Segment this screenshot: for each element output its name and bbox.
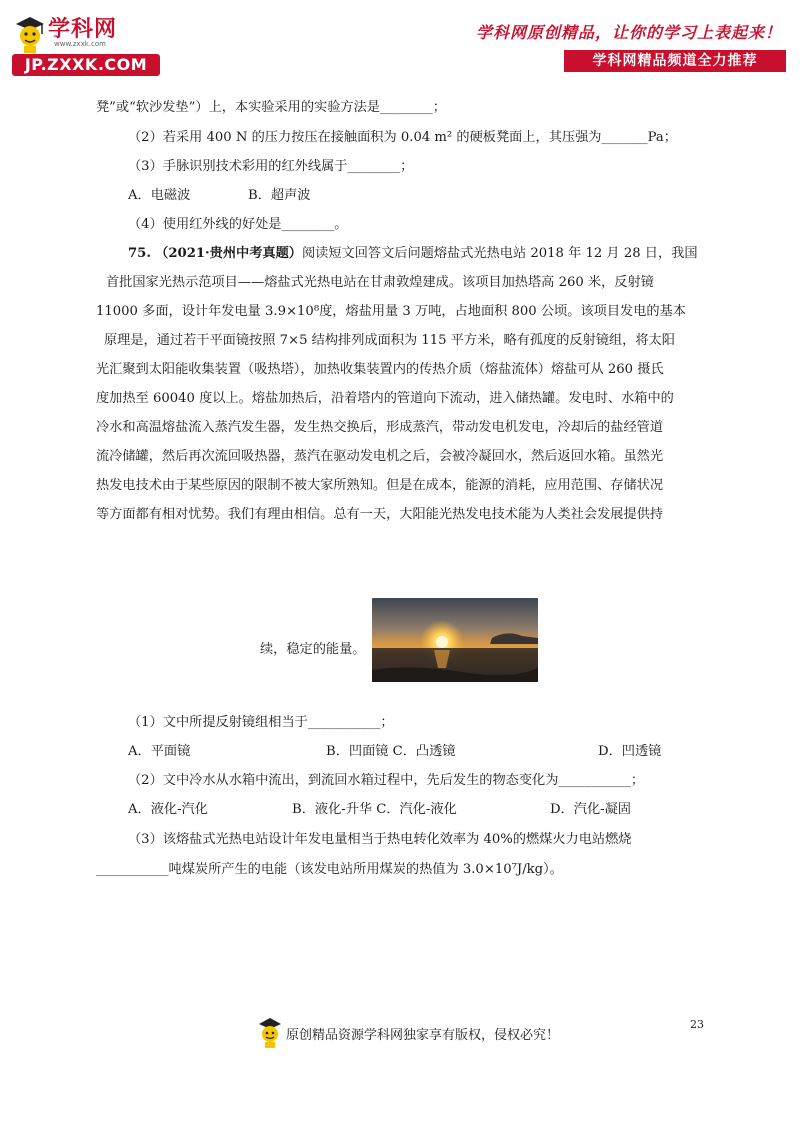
mascot-icon — [256, 1016, 284, 1050]
option-a: A．电磁波 — [128, 188, 191, 203]
passage-line: 等方面都有相对忧势。我们有理由相信。总有一天，大阳能光热发电技术能为人类社会发展提供持 — [96, 507, 664, 522]
sunset-photo — [372, 598, 538, 682]
question-75-header — [128, 244, 698, 264]
logo-url: JP.ZXXK.COM — [12, 54, 160, 76]
question-intro: 阅读短文回答文后问题熔盐式光热电站 2018 年 12 月 28 日，我国 — [301, 246, 698, 261]
header-recommend-banner: 学科网精品频道全力推荐 — [564, 50, 786, 72]
option-b-c: B．液化-升华 C．汽化-液化 — [292, 802, 457, 817]
passage-line: 首批国家光热示范项目——熔盐式光热电站在甘肃敦煌建成。该项目加热塔高 260 米，反射镜 — [106, 275, 654, 290]
passage-line: 原理是，通过若干平面镜按照 7×5 结构排列成面积为 115 平方米，略有孤度的反射镜组，将太阳 — [104, 333, 675, 348]
option-d: D．凹透镜 — [598, 744, 662, 759]
logo-text: 学科网 — [48, 17, 118, 42]
option-d: D．汽化-凝固 — [550, 802, 631, 817]
question-number: 75. — [128, 246, 151, 261]
header-slogan: 学科网原创精品，让你的学习上表起来！ — [475, 23, 782, 42]
passage-line: 度加热至 60040 度以上。熔盐加热后，沿着塔内的管道向下流动，进入储热罐。发电时、水箱中的 — [96, 391, 674, 406]
passage-line: 流冷储罐，然后再次流回吸热器，蒸汽在驱动发电机之后，会被冷凝回水，然后返回水箱。虽然光 — [96, 449, 664, 464]
passage-line: 热发电技术由于某些原因的限制不被大家所熟知。但是在成本，能源的消耗，应用范围、存储状况 — [96, 478, 664, 493]
passage-line: 光汇聚到太阳能收集装置（吸热塔），加热收集装置内的传热介质（熔盐流体）熔盐可从 260 摄氏 — [96, 362, 664, 377]
page-number: 23 — [690, 1018, 704, 1031]
question-2: （2）文中冷水从水箱中流出，到流回水箱过程中，先后发生的物态变化为___________； — [128, 773, 645, 788]
question-3: （3）手脉识别技术彩用的红外线属于________； — [128, 159, 414, 174]
question-2: （2）若采用 400 N 的压力按压在接触面积为 0.04 m² 的硬板凳面上，其压强为_______Pa； — [128, 130, 677, 145]
option-b: B．超声波 — [248, 188, 311, 203]
passage-line: 续，稳定的能量。 — [260, 642, 366, 657]
mascot-icon — [12, 14, 48, 54]
copyright-notice: 原创精品资源学科网独家享有版权，侵权必究！ — [286, 1028, 560, 1043]
question-3-continued: ___________吨煤炭所产生的电能（该发电站所用煤炭的热值为 3.0×10⁷J/kg）。 — [96, 862, 563, 877]
option-a: A．平面镜 — [128, 744, 191, 759]
text-line: 凳”或“软沙发垫”）上，本实验采用的实验方法是________； — [96, 100, 446, 115]
question-1: （1）文中所提反射镜组相当于___________； — [128, 715, 394, 730]
question-3: （3）该熔盐式光热电站设计年发电量相当于热电转化效率为 40%的燃煤火力电站燃烧 — [128, 832, 632, 847]
site-logo — [8, 8, 168, 78]
question-4: （4）使用红外线的好处是________。 — [128, 217, 348, 232]
passage-line: 冷水和高温熔盐流入蒸汽发生器，发生热交换后，形成蒸汽，带动发电机发电，冷却后的盐经管道 — [96, 420, 664, 435]
passage-line: 11000 多面，设计年发电量 3.9×10⁸度，熔盐用量 3 万吨，占地面积 800 公顷。该项目发电的基本 — [96, 304, 686, 319]
sunset-image — [372, 598, 538, 682]
logo-subtext: www.zxxk.com — [54, 40, 106, 48]
option-a: A．液化-汽化 — [128, 802, 208, 817]
option-b-c: B．凹面镜 C．凸透镜 — [326, 744, 456, 759]
question-source: （2021·贵州中考真题） — [155, 246, 302, 261]
